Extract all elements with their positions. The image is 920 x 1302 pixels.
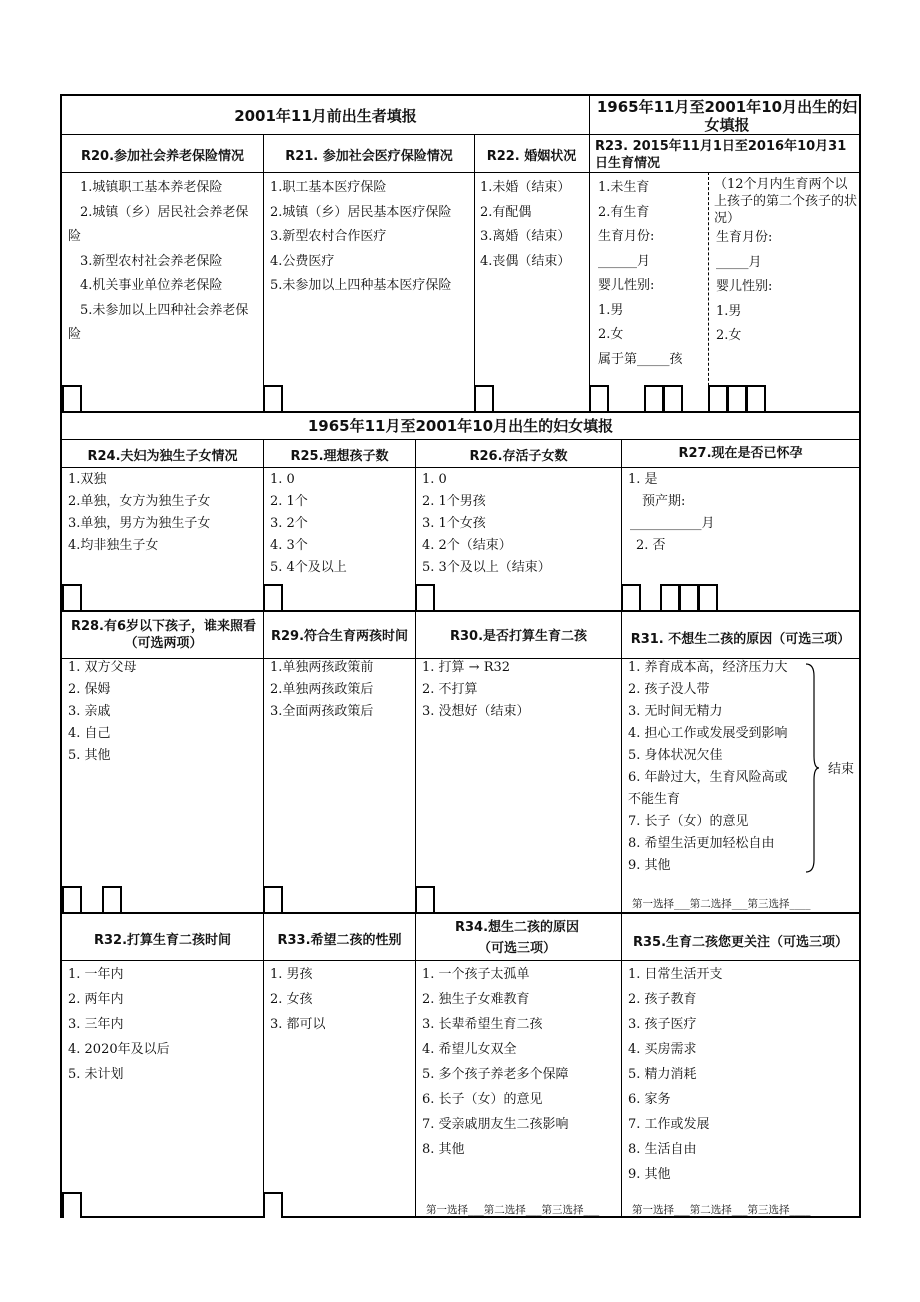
- answer-box[interactable]: [708, 385, 728, 411]
- option[interactable]: 2.城镇（乡）居民社会养老保险: [68, 204, 249, 244]
- answer-box[interactable]: [660, 584, 680, 610]
- option[interactable]: 3. 三年内: [68, 1017, 124, 1032]
- order-input[interactable]: 属于第_____孩: [598, 351, 683, 367]
- r30-options: [422, 657, 530, 723]
- answer-box[interactable]: [474, 385, 494, 411]
- r23-left-options: [598, 176, 683, 372]
- r27-options: [628, 469, 715, 557]
- option[interactable]: 4. 2020年及以后: [68, 1042, 170, 1057]
- text: 婴儿性别:: [716, 279, 773, 294]
- option[interactable]: 5.未参加以上四种基本医疗保险: [270, 278, 452, 293]
- r33-title: R33.希望二孩的性别: [277, 933, 402, 948]
- option[interactable]: 4. 买房需求: [628, 1042, 697, 1057]
- section-a-title: 2001年11月前出生者填报: [234, 107, 417, 125]
- option[interactable]: 3. 没想好（结束）: [422, 704, 530, 719]
- answer-box[interactable]: [263, 1192, 283, 1218]
- option[interactable]: 2. 独生子女难教育: [422, 992, 530, 1007]
- r31-options: [628, 657, 814, 877]
- r22-title: R22. 婚姻状况: [486, 149, 577, 164]
- option[interactable]: 2. 两年内: [68, 992, 124, 1007]
- option[interactable]: 2. 保姆: [68, 682, 111, 697]
- answer-box[interactable]: [263, 584, 283, 610]
- answer-box[interactable]: [415, 886, 435, 912]
- option[interactable]: 1. 日常生活开支: [628, 967, 723, 982]
- answer-box[interactable]: [589, 385, 609, 411]
- r23-title: R23. 2015年11月1日至2016年10月31日生育情况: [595, 139, 847, 171]
- option[interactable]: 3.全面两孩政策后: [270, 704, 374, 719]
- option[interactable]: 1.城镇职工基本养老保险: [80, 180, 223, 195]
- r22-options: [480, 176, 570, 274]
- r34-options: [422, 962, 569, 1162]
- option[interactable]: 1. 0: [270, 472, 295, 487]
- answer-box[interactable]: [644, 385, 664, 411]
- answer-box[interactable]: [621, 584, 641, 610]
- r33-options: [270, 962, 326, 1037]
- option[interactable]: 1. 一个孩子太孤单: [422, 967, 530, 982]
- answer-box[interactable]: [102, 886, 122, 912]
- option[interactable]: 4. 自己: [68, 726, 111, 741]
- r28-title: R28.有6岁以下孩子，谁来照看（可选两项）: [70, 619, 257, 651]
- option[interactable]: 1. 男孩: [270, 967, 313, 982]
- option[interactable]: 2. 1个男孩: [422, 494, 486, 509]
- option[interactable]: 2.单独两孩政策后: [270, 682, 374, 697]
- option[interactable]: 5. 多个孩子养老多个保障: [422, 1067, 569, 1082]
- option[interactable]: 1.男: [716, 303, 742, 319]
- answer-box[interactable]: [62, 886, 82, 912]
- option[interactable]: 7. 长子（女）的意见: [628, 814, 749, 829]
- r29-options: [270, 657, 373, 723]
- option[interactable]: 2. 1个: [270, 494, 308, 509]
- option[interactable]: 3.新型农村社会养老保险: [80, 253, 223, 269]
- r27-title: R27.现在是否已怀孕: [678, 446, 803, 461]
- answer-box[interactable]: [62, 1192, 82, 1218]
- option[interactable]: 4.机关事业单位养老保险: [80, 278, 223, 293]
- option[interactable]: 6. 年龄过大，生育风险高或不能生育: [628, 770, 788, 807]
- option[interactable]: 8. 生活自由: [628, 1142, 697, 1157]
- option[interactable]: 1. 双方父母: [68, 660, 137, 675]
- option[interactable]: 1.未生育: [598, 180, 650, 195]
- option[interactable]: 1.未婚（结束）: [480, 180, 571, 195]
- option[interactable]: 2. 女孩: [270, 992, 313, 1007]
- r32-title: R32.打算生育二孩时间: [93, 933, 232, 948]
- r28-options: [68, 657, 137, 767]
- option[interactable]: 2.有配偶: [480, 204, 532, 220]
- r30-title: R30.是否打算生育二孩: [449, 629, 588, 644]
- r26-title: R26.存活子女数: [469, 449, 568, 464]
- r35-choice-line[interactable]: 第一选择___第二选择___第三选择____: [632, 1204, 811, 1216]
- option[interactable]: 2.有生育: [598, 204, 650, 220]
- option[interactable]: 3.单独，男方为独生子女: [68, 516, 211, 531]
- survey-form: [60, 94, 861, 1218]
- option[interactable]: 5.未参加以上四种社会养老保险: [68, 302, 249, 342]
- option[interactable]: 5. 未计划: [68, 1067, 124, 1082]
- option[interactable]: 1. 养育成本高，经济压力大: [628, 660, 788, 675]
- r23-right-note: （12个月内生育两个以上孩子的第二个孩子的状况）: [714, 177, 858, 226]
- option[interactable]: 9. 其他: [628, 858, 671, 873]
- option[interactable]: 2. 孩子教育: [628, 992, 697, 1007]
- option[interactable]: 1. 0: [422, 472, 447, 487]
- option[interactable]: 7. 受亲戚朋友生二孩影响: [422, 1117, 569, 1132]
- option[interactable]: 2.城镇（乡）居民基本医疗保险: [270, 204, 452, 220]
- option[interactable]: 4.丧偶（结束）: [480, 253, 571, 269]
- option[interactable]: 5. 4个及以上: [270, 560, 347, 575]
- r23-right-options: [716, 226, 772, 349]
- section-b-title: 1965年11月至2001年10月出生的妇女填报: [307, 417, 614, 435]
- option[interactable]: 4. 希望儿女双全: [422, 1042, 517, 1057]
- answer-box[interactable]: [415, 584, 435, 610]
- option[interactable]: 4. 2个（结束）: [422, 538, 512, 553]
- option[interactable]: 9. 其他: [628, 1167, 671, 1182]
- option[interactable]: 2.女: [716, 328, 742, 343]
- r35-title: R35.生育二孩您更关注（可选三项）: [632, 935, 849, 950]
- r32-options: [68, 962, 170, 1087]
- option[interactable]: 3.离婚（结束）: [480, 229, 571, 244]
- option[interactable]: 3. 孩子医疗: [628, 1017, 697, 1032]
- month-input[interactable]: ___________月: [630, 516, 715, 531]
- r20-options: [68, 176, 258, 348]
- option[interactable]: 2. 否: [636, 538, 666, 553]
- option[interactable]: 1. 打算 → R32: [422, 660, 511, 675]
- option[interactable]: 3. 都可以: [270, 1017, 326, 1032]
- option[interactable]: 3. 亲戚: [68, 704, 111, 719]
- answer-box[interactable]: [679, 584, 699, 610]
- option[interactable]: 2.单独，女方为独生子女: [68, 494, 211, 509]
- r26-options: [422, 469, 551, 579]
- option[interactable]: 1.男: [598, 302, 624, 318]
- option[interactable]: 2.女: [598, 327, 624, 342]
- r25-options: [270, 469, 347, 579]
- option[interactable]: 4. 3个: [270, 538, 308, 553]
- answer-box[interactable]: [62, 385, 82, 411]
- option[interactable]: 8. 其他: [422, 1142, 465, 1157]
- answer-box[interactable]: [62, 584, 82, 610]
- option[interactable]: 1. 一年内: [68, 967, 124, 982]
- r34-title: R34.想生二孩的原因（可选三项）: [454, 920, 580, 956]
- option[interactable]: 3. 2个: [270, 516, 308, 531]
- answer-box[interactable]: [746, 385, 766, 411]
- answer-box[interactable]: [663, 385, 683, 411]
- option[interactable]: 3. 无时间无精力: [628, 704, 723, 719]
- option[interactable]: 8. 希望生活更加轻松自由: [628, 836, 775, 851]
- option[interactable]: 4.均非独生子女: [68, 538, 159, 553]
- brace-icon: [804, 662, 820, 874]
- option[interactable]: 6. 家务: [628, 1092, 671, 1107]
- answer-box[interactable]: [727, 385, 747, 411]
- answer-box[interactable]: [698, 584, 718, 610]
- section-a-women-title: 1965年11月至2001年10月出生的妇女填报: [596, 98, 858, 134]
- r35-options: [628, 962, 723, 1187]
- option[interactable]: 1.单独两孩政策前: [270, 660, 374, 675]
- r29-title: R29.符合生育两孩时间: [270, 629, 409, 644]
- text: 生育月份:: [598, 229, 655, 244]
- option[interactable]: 2. 不打算: [422, 682, 478, 697]
- answer-box[interactable]: [263, 385, 283, 411]
- r31-choice-line[interactable]: 第一选择___第二选择___第三选择____: [632, 898, 811, 910]
- r21-options: [270, 176, 451, 299]
- option[interactable]: 7. 工作或发展: [628, 1117, 710, 1132]
- text: 生育月份:: [716, 230, 773, 245]
- option[interactable]: 5. 3个及以上（结束）: [422, 560, 551, 575]
- r24-options: [68, 469, 210, 557]
- option[interactable]: 2. 孩子没人带: [628, 682, 710, 697]
- text: 预产期:: [642, 494, 686, 509]
- r21-title: R21. 参加社会医疗保险情况: [285, 149, 453, 164]
- r31-end-label: 结束: [828, 762, 855, 777]
- text: 婴儿性别:: [598, 278, 655, 293]
- r25-title: R25.理想孩子数: [290, 449, 389, 464]
- option[interactable]: 6. 长子（女）的意见: [422, 1092, 543, 1107]
- answer-box[interactable]: [263, 886, 283, 912]
- month-input[interactable]: ______月: [598, 253, 651, 269]
- option[interactable]: 1.双独: [68, 472, 107, 487]
- option[interactable]: 4.公费医疗: [270, 253, 335, 269]
- r34-choice-line[interactable]: 第一选择___第二选择___第三选择___: [426, 1204, 600, 1216]
- option[interactable]: 1.职工基本医疗保险: [270, 180, 387, 195]
- option[interactable]: 5. 其他: [68, 748, 111, 763]
- option[interactable]: 5. 精力消耗: [628, 1067, 697, 1082]
- r24-title: R24.夫妇为独生子女情况: [87, 449, 238, 464]
- option[interactable]: 4. 担心工作或发展受到影响: [628, 726, 788, 741]
- option[interactable]: 3.新型农村合作医疗: [270, 229, 387, 244]
- month-input[interactable]: _____月: [716, 254, 762, 270]
- option[interactable]: 5. 身体状况欠佳: [628, 748, 723, 763]
- option[interactable]: 3. 长辈希望生育二孩: [422, 1017, 543, 1032]
- option[interactable]: 3. 1个女孩: [422, 516, 486, 531]
- r20-title: R20.参加社会养老保险情况: [80, 149, 245, 164]
- option[interactable]: 1. 是: [628, 472, 658, 487]
- r31-title: R31. 不想生二孩的原因（可选三项）: [630, 632, 851, 647]
